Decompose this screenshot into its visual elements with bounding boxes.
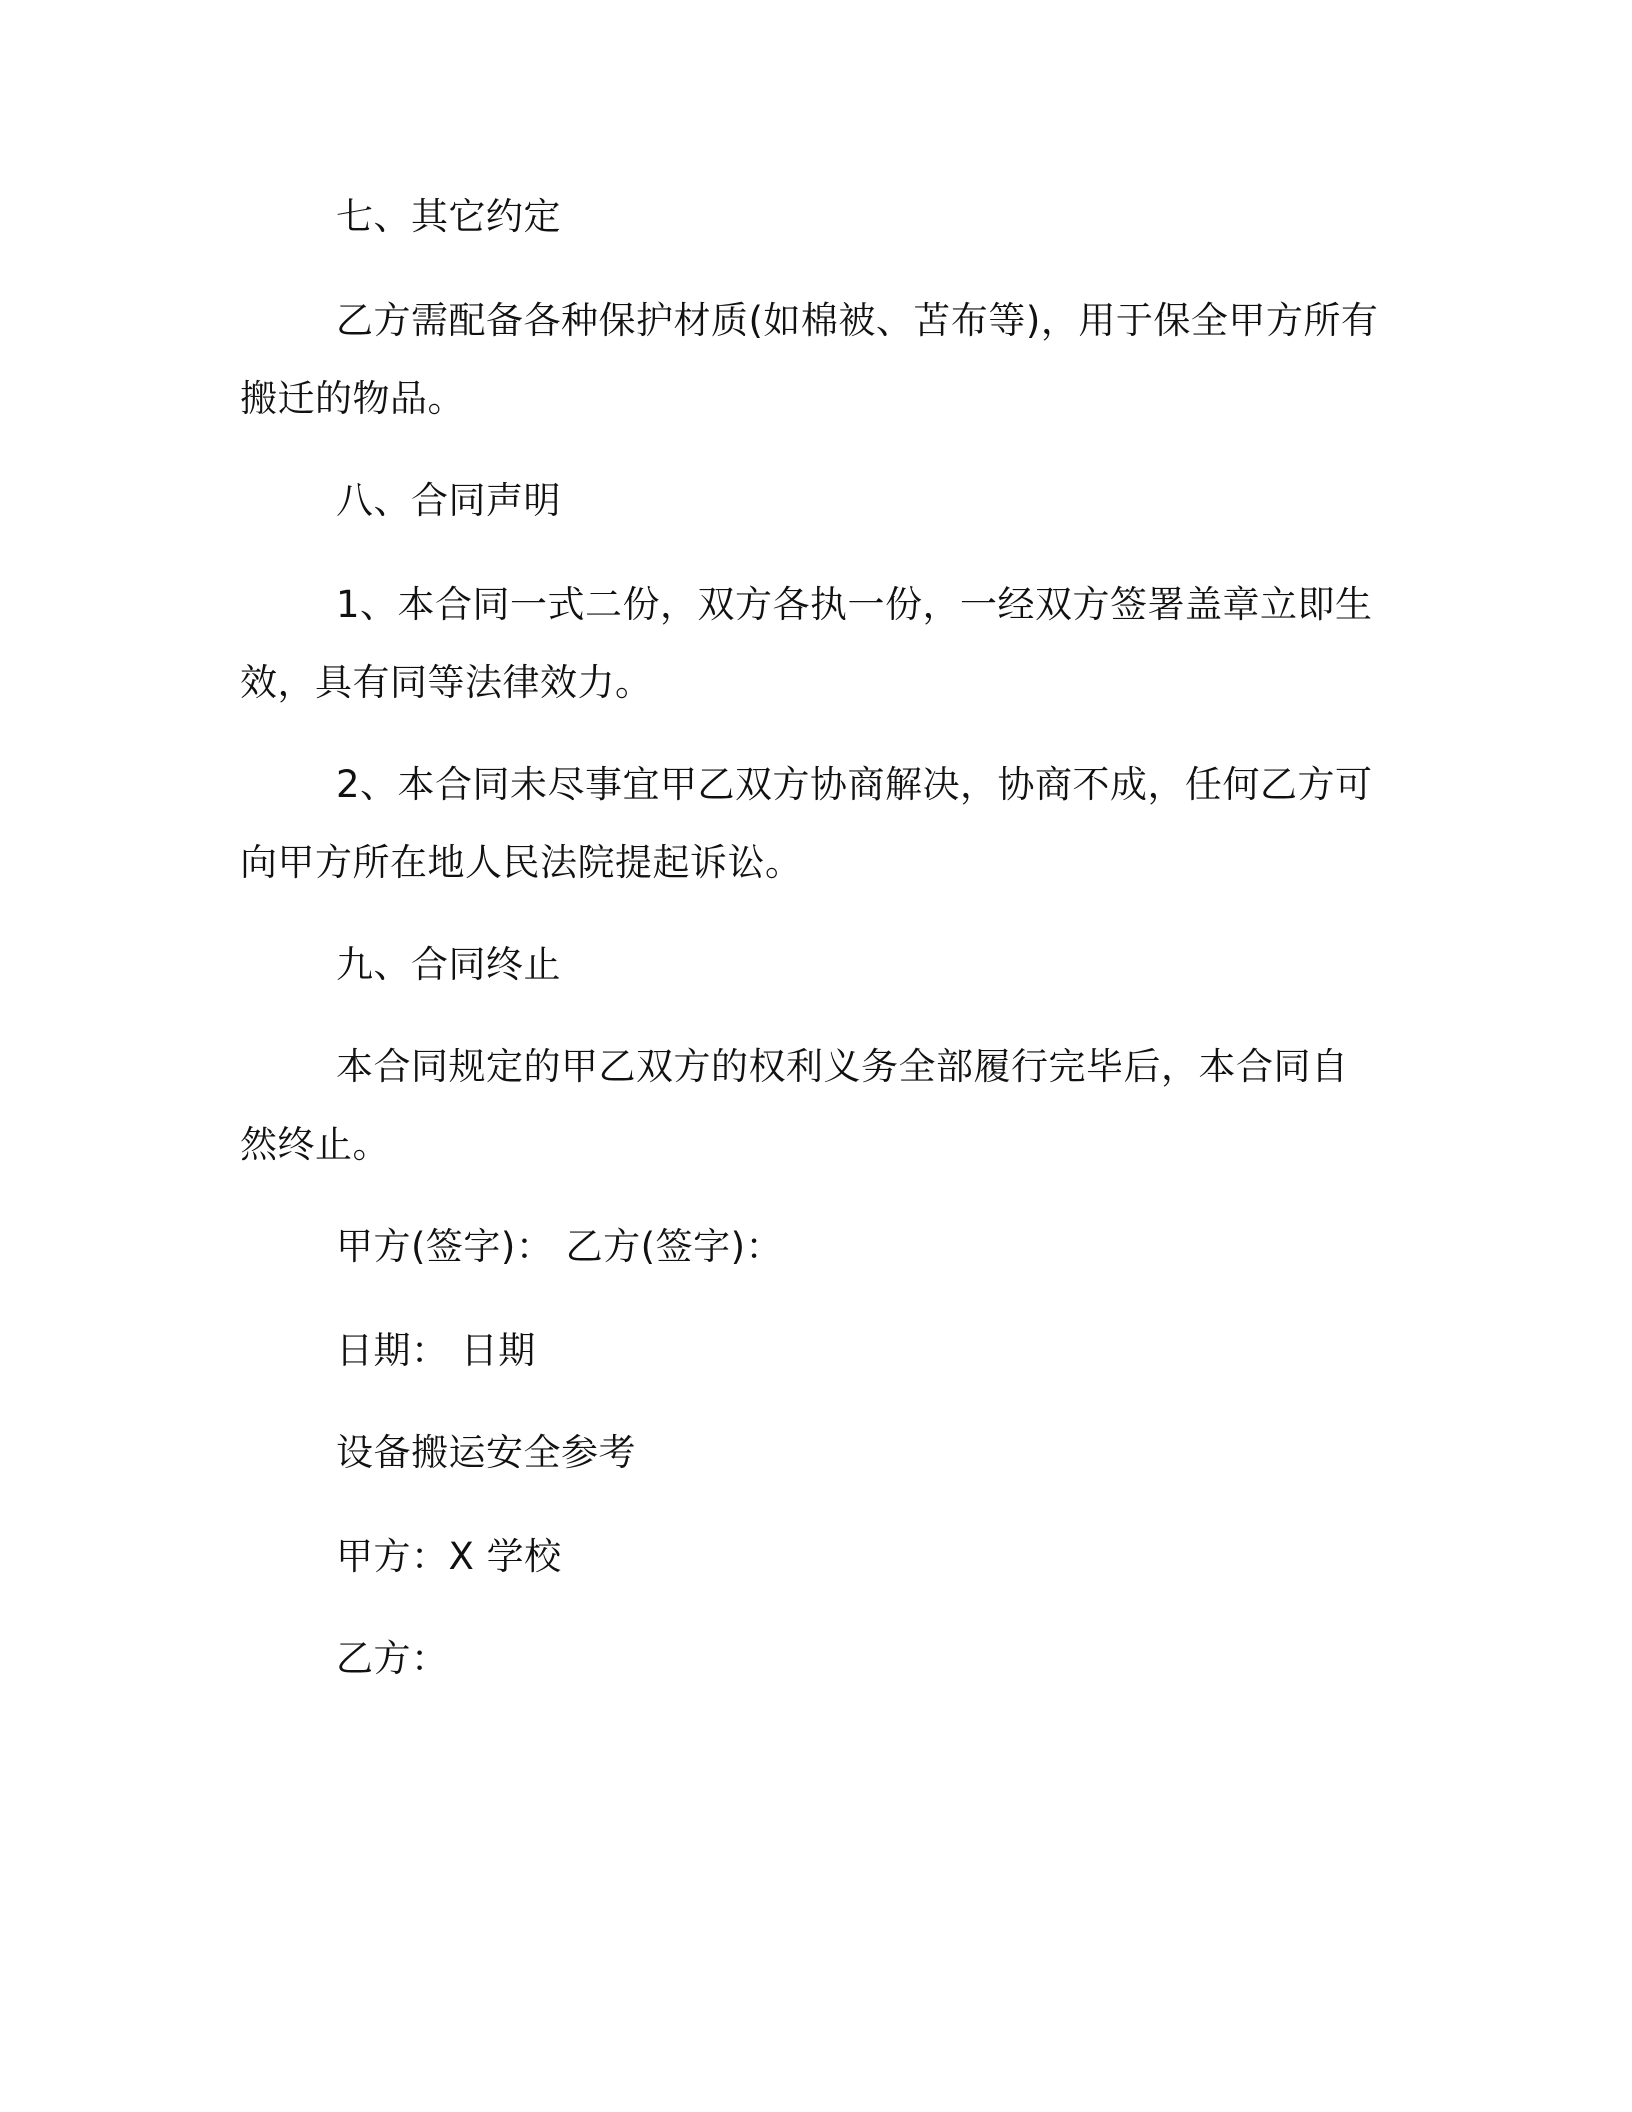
section-7-heading: 七、其它约定 xyxy=(336,195,561,238)
party-a-line: 甲方：X 学校 xyxy=(336,1535,562,1578)
section-8-heading: 八、合同声明 xyxy=(336,479,561,522)
date-line: 日期： 日期 xyxy=(336,1329,536,1372)
signature-line: 甲方(签字)： 乙方(签字)： xyxy=(336,1225,784,1268)
section-9-heading: 九、合同终止 xyxy=(336,943,561,986)
section-7-body: 乙方需配备各种保护材质(如棉被、苫布等)，用于保全甲方所有搬迁的物品。 xyxy=(240,299,1379,420)
section-9-body: 本合同规定的甲乙双方的权利义务全部履行完毕后，本合同自然终止。 xyxy=(240,1045,1349,1166)
next-document-title: 设备搬运安全参考 xyxy=(336,1431,636,1474)
section-8-item-2: 2、本合同未尽事宜甲乙双方协商解决，协商不成，任何乙方可向甲方所在地人民法院提起诉讼。 xyxy=(240,763,1373,884)
section-8-item-1: 1、本合同一式二份，双方各执一份，一经双方签署盖章立即生效，具有同等法律效力。 xyxy=(240,583,1373,704)
party-b-line: 乙方： xyxy=(336,1637,449,1680)
